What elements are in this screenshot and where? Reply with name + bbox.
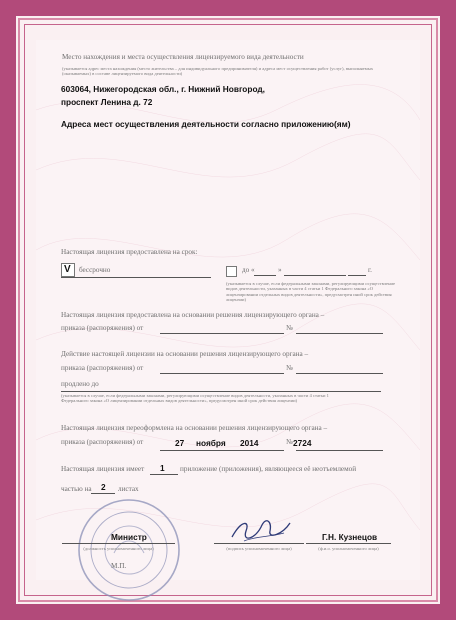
term-label: Настоящая лицензия предоставлена на срок: xyxy=(61,248,198,256)
reissue-year: 2014 xyxy=(240,438,259,448)
header-line: Место нахождения и места осуществления лицензируемого вида деятельности xyxy=(62,53,304,61)
appendix-sheets-line xyxy=(91,493,115,494)
handwritten-signature xyxy=(226,513,296,547)
action-order: приказа (распоряжения) от xyxy=(61,364,144,372)
reissue-number-line xyxy=(296,450,383,451)
signature-caption: (подпись уполномоченного лица) xyxy=(226,546,292,551)
position-line xyxy=(62,543,175,544)
until-mid: » xyxy=(278,266,282,274)
basis-number-sign: № xyxy=(286,324,293,332)
reissue-number: 2724 xyxy=(293,438,312,448)
signer-position: Министр xyxy=(111,532,147,542)
name-line xyxy=(306,543,391,544)
until-checkbox xyxy=(226,266,237,277)
address-line-1: 603064, Нижегородская обл., г. Нижний Новгород, xyxy=(61,84,265,94)
reissue-month: ноября xyxy=(196,438,226,448)
term-underline xyxy=(61,277,211,278)
reissue-order: приказа (распоряжения) от xyxy=(61,438,144,446)
action-date-line xyxy=(160,373,284,374)
signature-line xyxy=(214,543,304,544)
action-extended: продлено до xyxy=(61,380,99,388)
address-line-2: проспект Ленина д. 72 xyxy=(61,97,153,107)
until-prefix: до « xyxy=(242,266,255,274)
perpetual-label: бессрочно xyxy=(79,266,111,274)
signer-name: Г.Н. Кузнецов xyxy=(322,532,378,542)
address-line-3: Адреса мест осуществления деятельности согласно приложению(ям) xyxy=(61,119,351,129)
action-text: Действие настоящей лицензии на основании решения лицензирующего органа – xyxy=(61,350,309,358)
basis-order: приказа (распоряжения) от xyxy=(61,324,144,332)
basis-number-line xyxy=(296,333,383,334)
until-month-line xyxy=(284,275,346,276)
position-caption: (должность уполномоченного лица) xyxy=(83,546,154,551)
appendix-sheets: 2 xyxy=(101,482,106,492)
reissue-text: Настоящая лицензия переоформлена на основании решения лицензирующего органа – xyxy=(61,424,328,432)
appendix-part-prefix: частью на xyxy=(61,485,92,493)
basis-date-line xyxy=(160,333,284,334)
basis-text: Настоящая лицензия предоставлена на основании решения лицензирующего органа – xyxy=(61,311,325,319)
appendix-middle: приложение (приложения), являющееся её неотъемлемой xyxy=(180,465,357,473)
until-day-line xyxy=(254,275,276,276)
appendix-count-line xyxy=(150,474,178,475)
action-note: (указывается в случае, если федеральными законами, регулирующими осуществление видов деятельности, указанных в части 4 статьи 1 Федерального закона «О лицензировании отдельных видов деятельности», предусмотрен иной срок действия лицензии) xyxy=(61,393,329,404)
action-number-line xyxy=(296,373,383,374)
term-note: (указывается в случае, если федеральными законами, регулирующими осуществление видов деятельности, указанных в части 4 статьи 1 Федерального закона «О лицензировании отдельных видов деятельности», предусмотрен иной срок действия лицензии) xyxy=(226,281,396,303)
appendix-count: 1 xyxy=(160,463,165,473)
until-year-line xyxy=(348,275,366,276)
reissue-date-line xyxy=(160,450,284,451)
reissue-day: 27 xyxy=(175,438,185,448)
header-note: (указывается адрес места нахождения (место жительства – для индивидуального предпринимателя) и адреса мест осуществления работ (услуг), выполняемых (оказываемых) в составе лицензируемого вида деятельности) xyxy=(62,66,374,77)
appendix-part-suffix: листах xyxy=(118,485,139,493)
action-number-sign: № xyxy=(286,364,293,372)
name-caption: (ф.и.о. уполномоченного лица) xyxy=(318,546,379,551)
until-suffix: г. xyxy=(368,266,372,274)
check-mark: V xyxy=(64,264,71,275)
reissue-number-sign: № xyxy=(286,438,293,446)
appendix-prefix: Настоящая лицензия имеет xyxy=(61,465,145,473)
action-extended-line xyxy=(61,391,381,392)
stamp-place: М.П. xyxy=(111,562,127,570)
